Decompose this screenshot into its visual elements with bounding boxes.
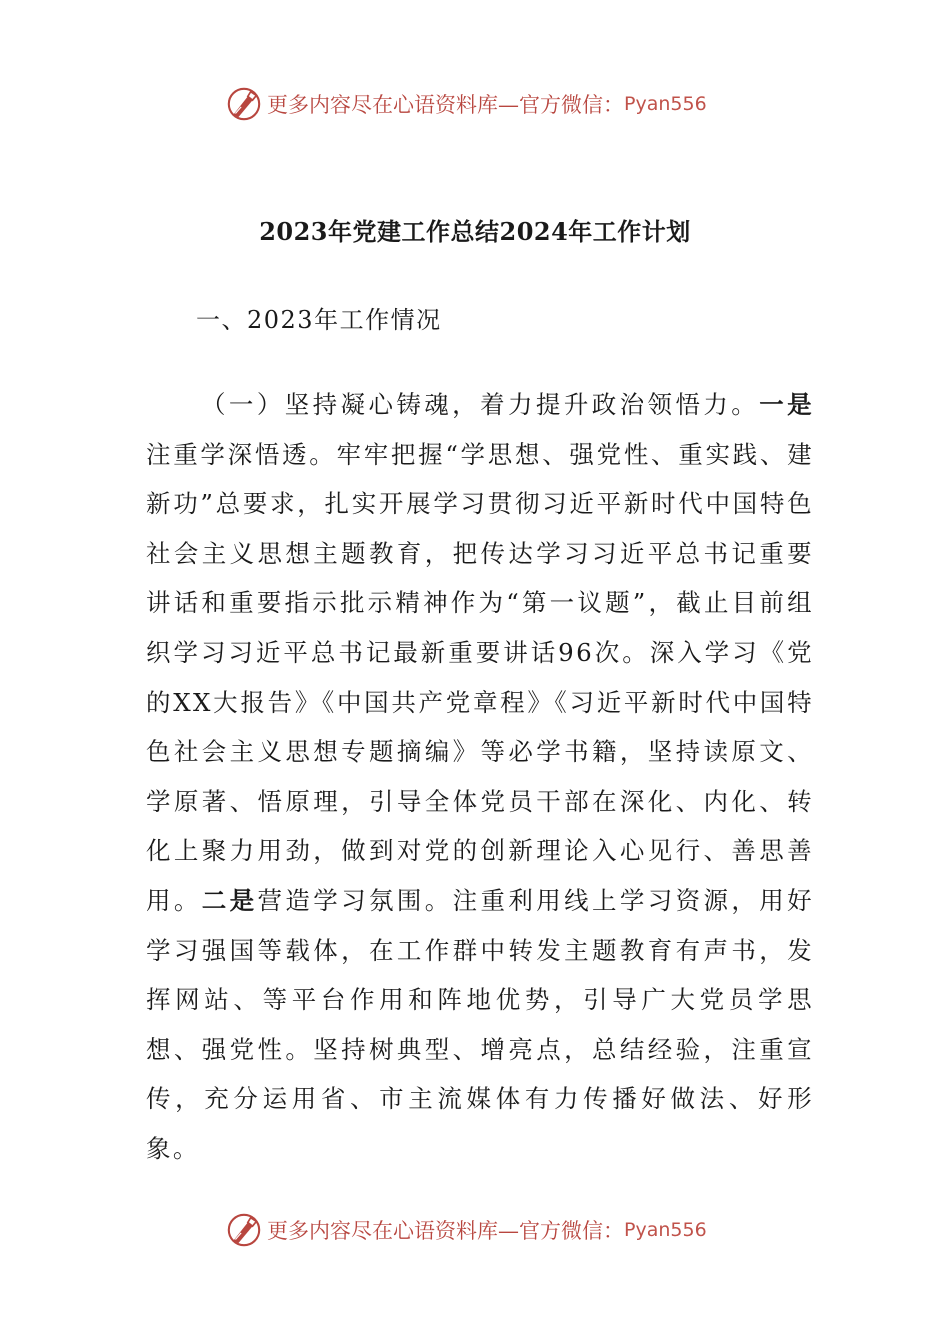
paragraph-emphasis-1: 一是: [759, 390, 814, 419]
watermark-text: 更多内容尽在心语资料库—官方微信：: [267, 93, 624, 117]
paragraph-text-1: （一）坚持凝心铸魂，着力提升政治领悟力。: [201, 390, 760, 419]
watermark-text: 更多内容尽在心语资料库—官方微信：: [267, 1219, 624, 1243]
section-heading: 一、2023年工作情况: [196, 306, 442, 334]
watermark-wechat-id: Pyan556: [624, 93, 707, 115]
watermark-footer: [225, 1210, 707, 1250]
paragraph-text-3: 营造学习氛围。注重利用线上学习资源，用好学习强国等载体，在工作群中转发主题教育有声书，发挥网站、等平台作用和阵地优势，引导广大党员学思想、强党性。坚持树典型、增亮点，总结经验，注重宣传，充分运用省、市主流媒体有力传播好做法、好形象。: [146, 885, 814, 1163]
paragraph-emphasis-2: 二是: [201, 885, 258, 915]
paragraph-text-2: 注重学深悟透。牢牢把握“学思想、强党性、重实践、建新功”总要求，扎实开展学习贯彻习近平新时代中国特色社会主义思想主题教育，把传达学习习近平总书记重要讲话和重要指示批示精神作为“第一议题”，截止目前组织学习习近平总书记最新重要讲话96次。深入学习《党的XX大报告》《中国共产党章程》《习近平新时代中国特色社会主义思想专题摘编》等必学书籍，坚持读原文、学原著、悟原理，引导全体党员干部在深化、内化、转化上聚力用劲，做到对党的创新理论入心见行、善思善用。: [146, 439, 814, 915]
pen-nib-logo-icon: [225, 85, 263, 123]
document-title: 2023年党建工作总结2024年工作计划: [259, 217, 691, 246]
watermark-wechat-id: Pyan556: [624, 1219, 707, 1241]
pen-nib-logo-icon: [225, 1211, 263, 1249]
watermark-header: [225, 84, 707, 124]
body-paragraph: [146, 380, 814, 1174]
